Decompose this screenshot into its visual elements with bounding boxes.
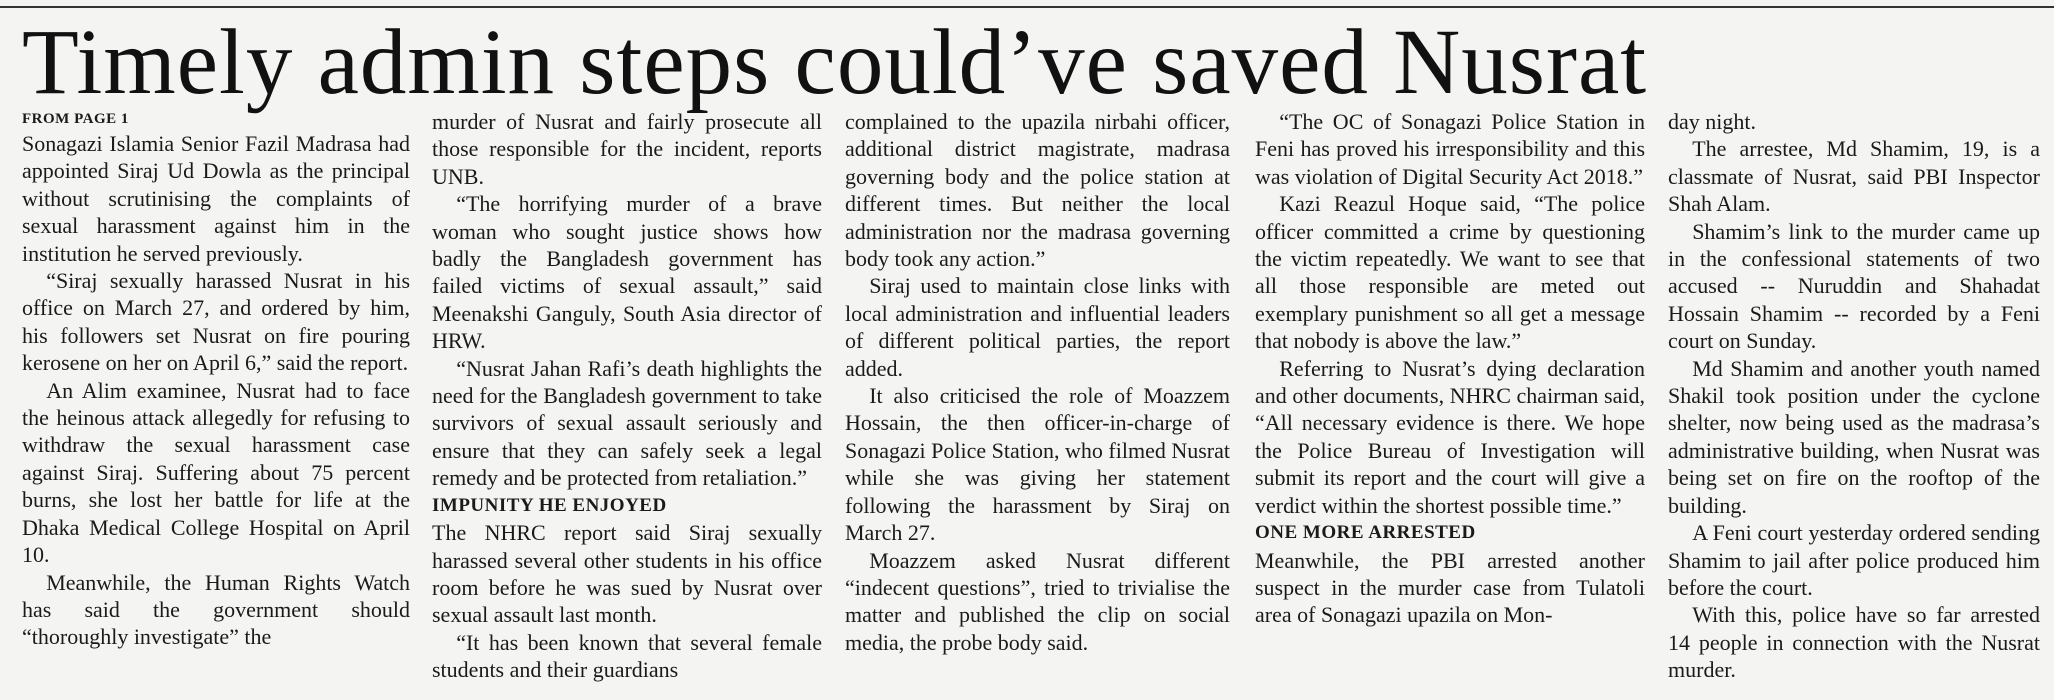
paragraph: Meanwhile, the PBI arrested another suspect in the murder case from Tulatoli area of Sonagazi upazila on Mon-	[1255, 547, 1645, 628]
paragraph: Siraj used to maintain close links with local administration and influential leaders of different political parties, the report added.	[845, 273, 1230, 381]
article-column-2	[432, 108, 822, 684]
subhead: ONE MORE ARRESTED	[1255, 522, 1476, 544]
paragraph: It also criticised the role of Moazzem Hossain, the then officer-in-charge of Sonagazi Police Station, who filmed Nusrat while she was giving her statement following the harassment by Siraj on March 27.	[845, 383, 1230, 546]
top-rule	[0, 6, 2054, 8]
paragraph: “The OC of Sonagazi Police Station in Feni has proved his irresponsibility and this was violation of Digital Security Act 2018.”	[1255, 109, 1645, 189]
article-column-4	[1255, 108, 1645, 629]
paragraph: An Alim examinee, Nusrat had to face the heinous attack allegedly for refusing to withdraw the sexual harassment case against Siraj. Suffering about 75 percent burns, she lost her battle for life at the Dhaka Medical College Hospital on April 10.	[22, 377, 410, 568]
kicker: FROM PAGE 1	[22, 111, 129, 127]
paragraph: murder of Nusrat and fairly prosecute all those responsible for the incident, reports UNB.	[432, 109, 822, 189]
paragraph: complained to the upazila nirbahi officer, additional district magistrate, madrasa governing body and the police station at different times. But neither the local administration nor the madrasa governing body took any action.”	[845, 109, 1230, 272]
paragraph: Shamim’s link to the murder came up in the confessional statements of two accused -- Nuruddin and Shahadat Hossain Shamim -- recorded by a Feni court on Sunday.	[1668, 218, 2040, 354]
paragraph: The NHRC report said Siraj sexually harassed several other students in his office room before he was sued by Nusrat over sexual assault last month.	[432, 520, 822, 628]
paragraph: Sonagazi Islamia Senior Fazil Madrasa had appointed Siraj Ud Dowla as the principal without scrutinising the complaints of sexual harassment against him in the institution he served previously.	[22, 131, 410, 266]
paragraph: Referring to Nusrat’s dying declaration and other documents, NHRC chairman said, “All necessary evidence is there. We hope the Police Bureau of Investigation will submit its report and the court will give a verdict within the shortest possible time.”	[1255, 355, 1645, 518]
headline: Timely admin steps could’ve saved Nusrat	[22, 11, 1648, 114]
paragraph: “Nusrat Jahan Rafi’s death highlights the need for the Bangladesh government to take survivors of sexual assault seriously and ensure that they can safely seek a legal remedy and be protected from retaliation.”	[432, 355, 822, 491]
paragraph: Meanwhile, the Human Rights Watch has said the government should “thoroughly investigate” the	[22, 569, 410, 650]
paragraph: A Feni court yesterday ordered sending Shamim to jail after police produced him before the court.	[1668, 520, 2040, 600]
paragraph: The arrestee, Md Shamim, 19, is a classmate of Nusrat, said PBI Inspector Shah Alam.	[1668, 136, 2040, 217]
paragraph: Moazzem asked Nusrat different “indecent questions”, tried to trivialise the matter and published the clip on social media, the probe body said.	[845, 547, 1230, 655]
paragraph: day night.	[1668, 109, 1756, 134]
subhead: IMPUNITY HE ENJOYED	[432, 494, 667, 516]
paragraph: Md Shamim and another youth named Shakil took position under the cyclone shelter, now being used as the madrasa’s administrative building, when Nusrat was being set on fire on the rooftop of the building.	[1668, 355, 2040, 518]
article-column-5	[1668, 108, 2040, 684]
article-column-3	[845, 108, 1230, 656]
paragraph: “Siraj sexually harassed Nusrat in his office on March 27, and ordered by him, his followers set Nusrat on fire pouring kerosene on her on April 6,” said the report.	[22, 268, 410, 376]
article-column-1	[22, 108, 410, 651]
paragraph: “The horrifying murder of a brave woman who sought justice shows how badly the Bangladesh government has failed victims of sexual assault,” said Meenakshi Ganguly, South Asia director of HRW.	[432, 191, 822, 354]
paragraph: With this, police have so far arrested 14 people in connection with the Nusrat murder.	[1668, 602, 2040, 683]
paragraph: “It has been known that several female students and their guardians	[432, 629, 822, 683]
paragraph: Kazi Reazul Hoque said, “The police officer committed a crime by questioning the victim repeatedly. We want to see that all those responsible are meted out exemplary punishment so all get a message that nobody is above the law.”	[1255, 191, 1645, 354]
